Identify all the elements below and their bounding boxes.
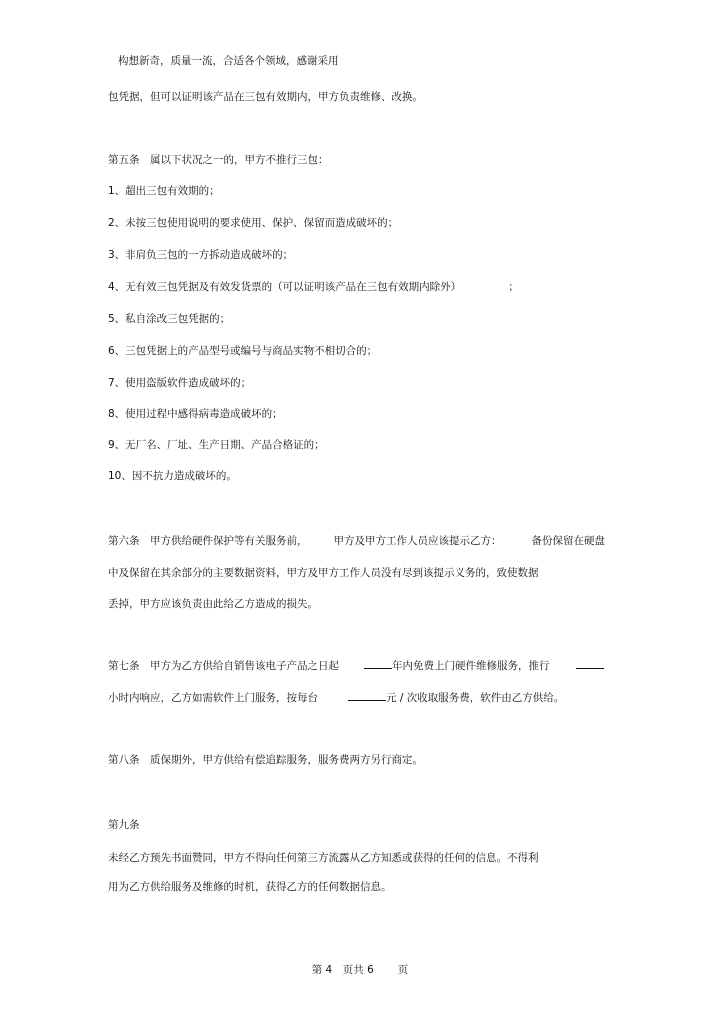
hours-blank[interactable] <box>576 658 604 669</box>
article5-item: 5、私自涂改三包凭据的； <box>108 313 231 325</box>
article6-line3: 丢掉，甲方应该负责由此给乙方造成的损失。 <box>108 598 318 610</box>
article7-text: 第七条 甲方为乙方供给自销售该电子产品之日起 <box>108 660 339 672</box>
article6-text: 第六条 甲方供给硬件保护等有关服务前， <box>108 535 308 547</box>
article6-text: 备份保留在硬盘 <box>531 535 605 547</box>
article6-line1 <box>108 534 605 548</box>
article9-line2: 用为乙方供给服务及维修的时机，获得乙方的任何数据信息。 <box>108 881 392 893</box>
article5-item: 6、三包凭据上的产品型号或编号与商品实物不相切合的； <box>108 345 378 357</box>
article7-line2 <box>108 690 564 705</box>
article7-text: 小时内响应，乙方如需软件上门服务，按每台 <box>108 692 318 704</box>
article5-item: 1、超出三包有效期的； <box>108 185 220 197</box>
article5-item: 10、因不抗力造成破坏的。 <box>108 470 237 482</box>
page-header: 构想新奇，质量一流，合适各个领域，感谢采用 <box>118 55 339 67</box>
article7-text: 年内免费上门硬件维修服务，推行 <box>392 660 550 672</box>
page-number-suffix: 页 <box>397 964 409 976</box>
article5-item: 7、使用盗版软件造成破坏的； <box>108 377 252 389</box>
fee-blank[interactable] <box>348 690 386 701</box>
article9-title: 第九条 <box>108 819 140 831</box>
article7-line1 <box>108 658 604 673</box>
article5-item: 2、未按三包使用说明的要求使用、保护、保留而造成破坏的； <box>108 217 399 229</box>
article5-item: 8、使用过程中感得病毒造成破坏的； <box>108 408 283 420</box>
article9-line1: 未经乙方预先书面赞同，甲方不得向任何第三方流露从乙方知悉或获得的任何的信息。不得利 <box>108 852 539 864</box>
article6-text: 甲方及甲方工作人员应该提示乙方： <box>333 535 502 547</box>
article8: 第八条 质保期外，甲方供给有偿追踪服务，服务费两方另行商定。 <box>108 754 423 766</box>
years-blank[interactable] <box>364 658 392 669</box>
article6-line2: 中及保留在其余部分的主要数据资料，甲方及甲方工作人员没有尽到该提示义务的，致使数据 <box>108 567 539 579</box>
article5-item: 3、非肩负三包的一方拆动造成破坏的； <box>108 249 294 261</box>
article5-title: 第五条 属以下状况之一的，甲方不推行三包： <box>108 154 329 166</box>
article5-item: 4、无有效三包凭据及有效发货票的（可以证明该产品在三包有效期内除外） ； <box>108 281 519 293</box>
intro-line: 包凭据，但可以证明该产品在三包有效期内，甲方负责维修、改换。 <box>108 91 423 103</box>
article7-text: 元 / 次收取服务费，软件由乙方供给。 <box>386 692 565 704</box>
article5-item: 9、无厂名、厂址、生产日期、产品合格证的； <box>108 439 325 451</box>
page-footer <box>0 963 720 977</box>
page-number-text: 第 4 页共 6 <box>311 964 374 976</box>
